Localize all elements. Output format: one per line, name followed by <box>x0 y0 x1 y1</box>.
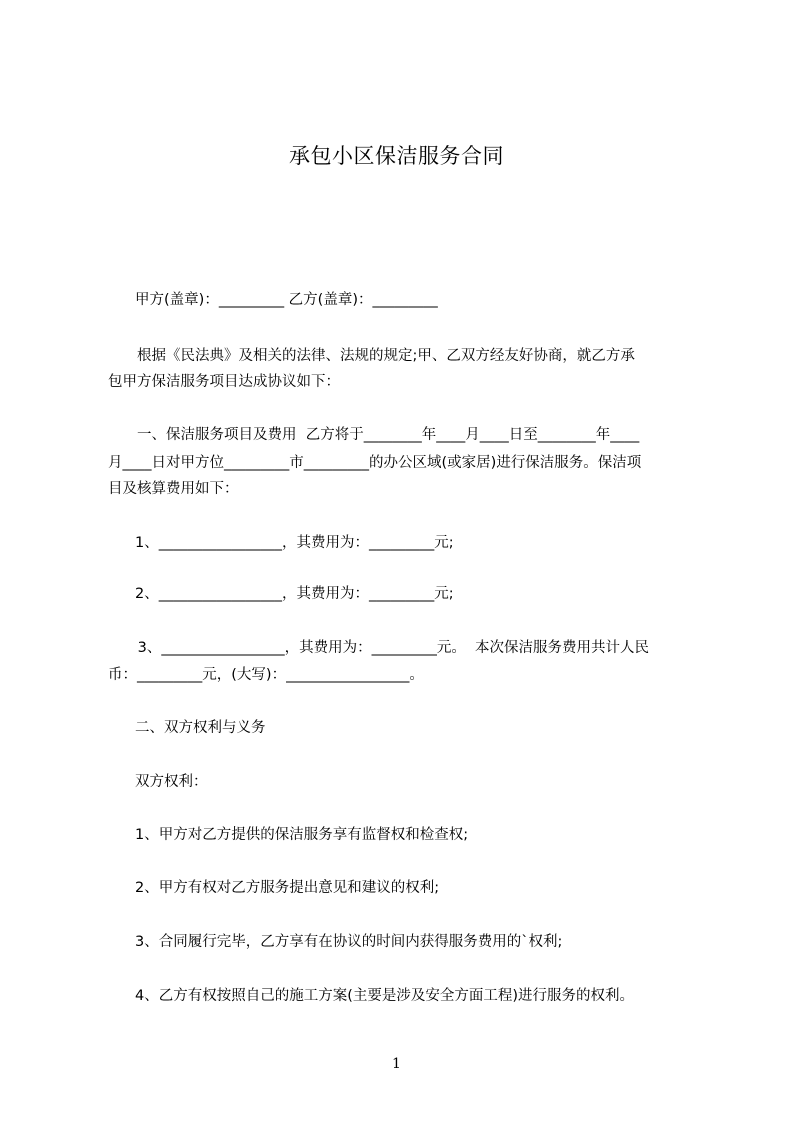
rights-heading: 双方权利： <box>135 774 208 790</box>
intro-line-1: 根据《民法典》及相关的法律、法规的规定;甲、乙双方经友好协商，就乙方承 <box>137 348 635 364</box>
document-title: 承包小区保洁服务合同 <box>289 144 504 168</box>
intro-line-2: 包甲方保洁服务项目达成协议如下： <box>108 374 340 390</box>
section1-line-3: 目及核算费用如下： <box>108 481 239 497</box>
section2-heading: 二、双方权利与义务 <box>135 720 266 736</box>
fee-item-1: 1、_________________，其费用为：_________元; <box>135 535 454 551</box>
page-number: 1 <box>392 1056 401 1072</box>
fee-item-3-line-1: 3、_________________，其费用为：_________元。 本次保洁服务费用共计人民 <box>133 640 650 656</box>
section1-line-1: 一、保洁服务项目及费用 乙方将于________年____月____日至________年____ <box>137 427 640 443</box>
section1-line-2: 月____日对甲方位_________市_________的办公区域(或家居)进行保洁服务。保洁项 <box>108 455 642 471</box>
rights-item-4: 4、乙方有权按照自己的施工方案(主要是涉及安全方面工程)进行服务的权利。 <box>135 988 635 1004</box>
fee-item-2: 2、_________________，其费用为：_________元; <box>135 586 454 602</box>
rights-item-3: 3、合同履行完毕，乙方享有在协议的时间内获得服务费用的`权利; <box>135 934 563 950</box>
fee-item-3-line-2: 币：_________元，(大写)：_________________。 <box>108 667 424 683</box>
rights-item-1: 1、甲方对乙方提供的保洁服务享有监督权和检查权; <box>135 827 469 843</box>
parties-line: 甲方(盖章)：_________ 乙方(盖章)：_________ <box>135 292 438 308</box>
rights-item-2: 2、甲方有权对乙方服务提出意见和建议的权利; <box>135 880 440 896</box>
